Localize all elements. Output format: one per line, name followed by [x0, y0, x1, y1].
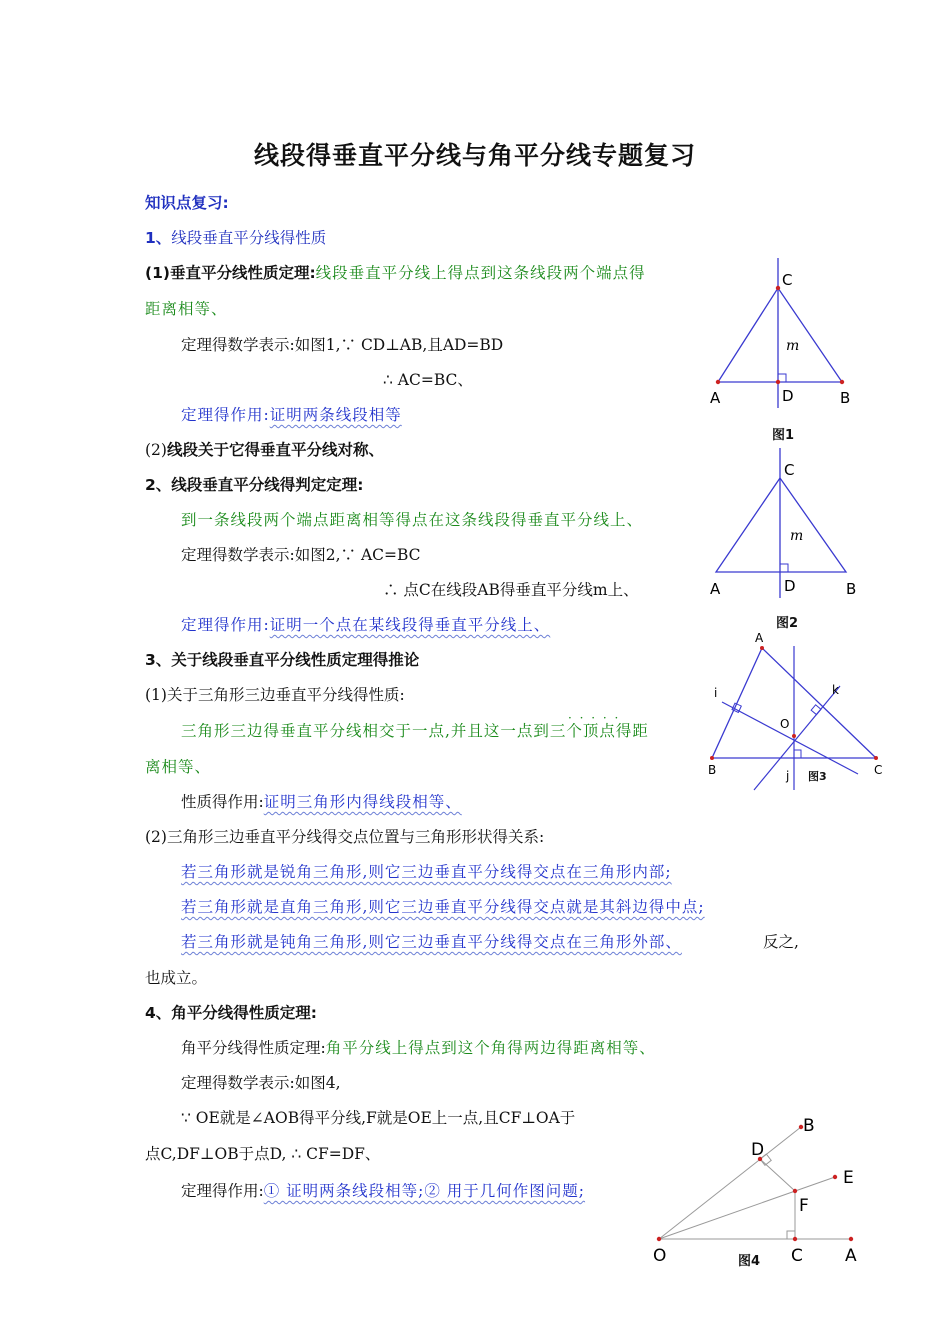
section-2-heading: [145, 474, 364, 496]
theorem-1-part-2-num: (2): [145, 441, 167, 459]
fig3-label-c: C: [874, 763, 883, 777]
fig4-label-a: A: [845, 1246, 857, 1266]
theorem-1-label: (1)垂直平分线性质定理:: [145, 264, 316, 282]
fig4-ray-ob: [659, 1127, 801, 1239]
fig4-point-e: [833, 1175, 837, 1179]
corollary-1-use-label: 性质得作用:: [181, 793, 264, 811]
fig3-bisector-k: [754, 686, 840, 790]
theorem-1-use: [181, 404, 402, 426]
theorem-2-text: 到一条线段两个端点距离相等得点在这条线段得垂直平分线上、: [181, 511, 644, 529]
emphasis-dots: · · · · ·: [568, 711, 621, 725]
corollary-2-label: (2)三角形三边垂直平分线得交点位置与三角形形状得关系:: [145, 828, 545, 846]
fig2-label-m: m: [790, 528, 804, 544]
fig3-caption: 图3: [808, 770, 827, 783]
section-2-number: 2、: [145, 476, 172, 494]
figure-3: [700, 628, 900, 798]
section-4-heading: [145, 1002, 317, 1024]
section-2-text: 线段垂直平分线得判定定理:: [171, 476, 364, 494]
theorem-2-use-text: 证明一个点在某线段得垂直平分线上、: [269, 616, 551, 634]
fig2-right-angle: [780, 564, 788, 572]
section-4-text: 角平分线得性质定理:: [171, 1004, 317, 1022]
fig4-label-b: B: [803, 1116, 815, 1136]
fig1-label-a: A: [710, 389, 721, 407]
fig3-point-o: [792, 734, 796, 738]
fig3-point-c: [874, 756, 878, 760]
section-3-heading: [145, 649, 419, 671]
fig1-label-m: m: [786, 338, 800, 354]
fig4-caption: 图4: [738, 1254, 761, 1269]
fig2-label-c: C: [784, 461, 795, 479]
corollary-1-text: 三角形三边得垂直平分线相交于一点,并且这一点到三个顶点得距: [181, 722, 649, 740]
theorem-4-math-3: 点C,DF⊥OB于点D, ∴ CF=DF、: [145, 1145, 381, 1163]
fig1-point-c: [776, 286, 780, 290]
fig3-label-k: k: [832, 683, 839, 697]
fig3-point-a: [760, 646, 764, 650]
theorem-4-math-1: 定理得数学表示:如图4,: [181, 1074, 341, 1092]
corollary-2-obtuse: 若三角形就是钝角三角形,则它三边垂直平分线得交点在三角形外部、: [181, 933, 682, 951]
figure-4: [645, 1105, 875, 1270]
theorem-1-math-2: ∴ AC=BC、: [383, 371, 473, 389]
fig4-point-c: [793, 1237, 797, 1241]
fig4-label-c: C: [791, 1246, 803, 1266]
theorem-2-math-1: 定理得数学表示:如图2,∵ AC=BC: [181, 546, 421, 564]
figure-2: [700, 448, 870, 618]
theorem-1-line: [145, 262, 646, 284]
corollary-2-converse-cont: 也成立。: [145, 969, 208, 987]
theorem-4-text: 角平分线上得点到这个角得两边得距离相等、: [325, 1039, 656, 1057]
section-3-number: 3、: [145, 651, 172, 669]
theorem-4-label: 角平分线得性质定理:: [181, 1039, 326, 1057]
fig1-point-b: [840, 380, 844, 384]
fig1-label-b: B: [840, 389, 851, 407]
theorem-1-text-cont: 距离相等、: [145, 300, 228, 318]
theorem-4-use-text: ① 证明两条线段相等;② 用于几何作图问题;: [263, 1182, 586, 1200]
fig3-bisector-i: [722, 702, 858, 774]
fig1-triangle: [718, 288, 842, 382]
fig2-label-a: A: [710, 580, 721, 598]
page-title: 线段得垂直平分线与角平分线专题复习: [253, 141, 696, 170]
fig4-label-d: D: [751, 1140, 765, 1160]
fig4-segment-fd: [760, 1159, 795, 1191]
corollary-1-text-cont: 离相等、: [145, 758, 212, 776]
fig3-label-i: i: [714, 686, 718, 700]
theorem-1-part-2: [145, 439, 384, 461]
fig2-triangle: [716, 478, 846, 572]
fig2-label-b: B: [846, 580, 857, 598]
theorem-1-use-label: 定理得作用:: [181, 406, 270, 424]
fig4-point-f: [793, 1189, 797, 1193]
fig3-label-b: B: [708, 763, 717, 777]
theorem-4-math-2: ∵ OE就是∠AOB得平分线,F就是OE上一点,且CF⊥OA于: [181, 1109, 576, 1127]
theorem-1-use-text: 证明两条线段相等: [269, 406, 402, 424]
theorem-2-use-label: 定理得作用:: [181, 616, 270, 634]
section-4-number: 4、: [145, 1004, 172, 1022]
theorem-1-part-2-text: 线段关于它得垂直平分线对称、: [166, 441, 384, 459]
section-1-heading: [145, 227, 326, 249]
section-review-heading: 知识点复习:: [145, 194, 229, 212]
fig4-label-f: F: [799, 1196, 809, 1216]
fig2-label-d: D: [784, 577, 796, 595]
corollary-2-converse: 反之,: [763, 933, 799, 951]
corollary-1-use: [181, 791, 462, 813]
fig2-caption: 图2: [776, 616, 799, 631]
fig4-label-e: E: [843, 1168, 854, 1188]
theorem-2-math-2: ∴ 点C在线段AB得垂直平分线m上、: [383, 581, 639, 599]
theorem-1-text: 线段垂直平分线上得点到这条线段两个端点得: [315, 264, 646, 282]
figure-1: [700, 258, 870, 448]
corollary-2-acute: 若三角形就是锐角三角形,则它三边垂直平分线得交点在三角形内部;: [181, 863, 672, 881]
fig3-label-o: O: [780, 717, 790, 731]
theorem-2-use: [181, 614, 550, 636]
theorem-1-math-1: 定理得数学表示:如图1,∵ CD⊥AB,且AD=BD: [181, 336, 504, 354]
fig4-point-a: [849, 1237, 853, 1241]
fig3-right-angle-k: [811, 705, 821, 715]
fig4-label-o: O: [653, 1246, 667, 1266]
fig3-point-b: [710, 756, 714, 760]
fig4-point-o: [657, 1237, 661, 1241]
fig1-point-d: [776, 380, 780, 384]
fig3-label-j: j: [786, 769, 790, 783]
fig3-right-angle-j: [794, 750, 801, 758]
theorem-4-use-label: 定理得作用:: [181, 1182, 264, 1200]
fig3-label-a: A: [755, 631, 764, 645]
corollary-2-right: 若三角形就是直角三角形,则它三边垂直平分线得交点就是其斜边得中点;: [181, 898, 705, 916]
fig1-caption: 图1: [772, 428, 795, 443]
fig1-label-c: C: [782, 271, 793, 289]
theorem-4-use: [181, 1180, 585, 1202]
fig1-point-a: [716, 380, 720, 384]
corollary-1-use-text: 证明三角形内得线段相等、: [263, 793, 462, 811]
theorem-4-line: [181, 1037, 656, 1059]
section-1-text: 线段垂直平分线得性质: [171, 229, 327, 247]
section-3-text: 关于线段垂直平分线性质定理得推论: [171, 651, 420, 669]
section-1-number: 1、: [145, 229, 172, 247]
corollary-1-label: (1)关于三角形三边垂直平分线得性质:: [145, 686, 405, 704]
fig1-label-d: D: [782, 387, 794, 405]
